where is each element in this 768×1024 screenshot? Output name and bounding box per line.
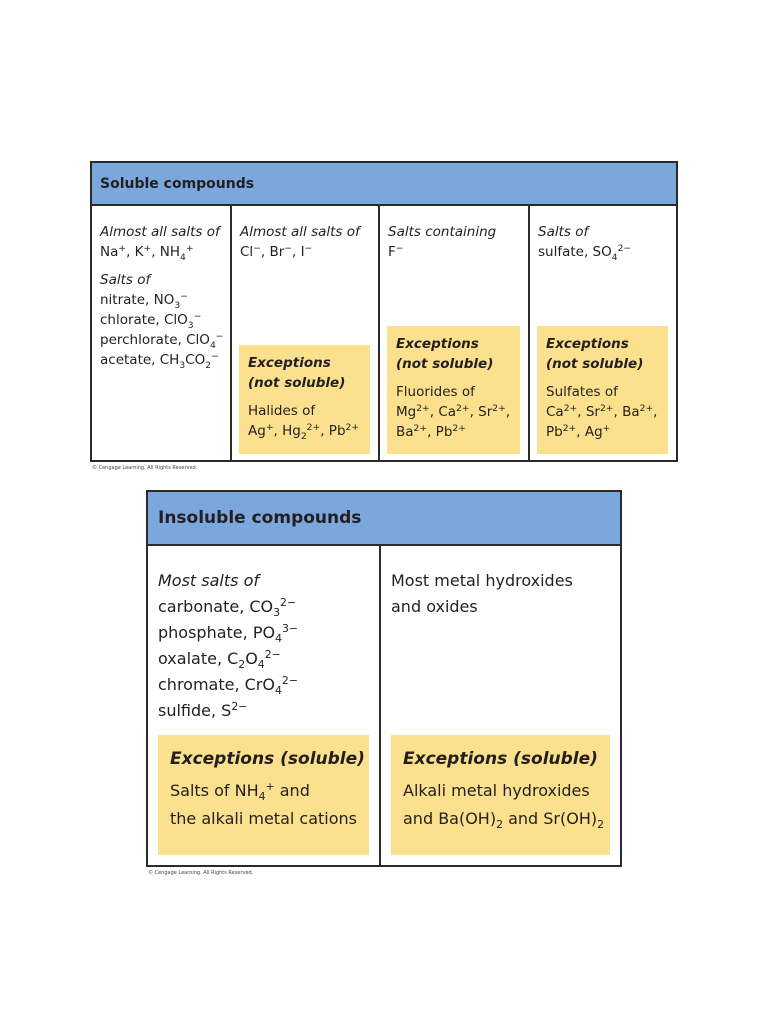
- insoluble-table-title: Insoluble compounds: [158, 508, 362, 528]
- insoluble-compounds-table: [146, 490, 622, 867]
- exceptions-text: Fluorides of: [396, 384, 475, 400]
- insoluble-table-header: [148, 492, 620, 546]
- exceptions-ions-2: $Pb^{2+}$, Ag+: [546, 422, 611, 440]
- col-text: Most metal hydroxides: [391, 571, 573, 590]
- exceptions-ions-2: $Ba^{2+}$, $Pb^{2+}$: [396, 422, 466, 440]
- soluble-col-sulfate: [530, 206, 676, 460]
- exceptions-title: Exceptions: [248, 355, 331, 371]
- ion-list: Na+, K+, $NH_4^+$: [100, 242, 194, 263]
- exceptions-subtitle: (not soluble): [546, 356, 644, 372]
- col-heading: Almost all salts of: [100, 224, 220, 240]
- ion-list: Cl−, Br−, I−: [240, 242, 313, 260]
- exceptions-box: [239, 345, 370, 454]
- soluble-col-halides: [232, 206, 380, 460]
- acetate-item: acetate, $CH_3CO_2^-$: [100, 350, 219, 371]
- copyright-notice-2: © Cengage Learning. All Rights Reserved.: [148, 870, 254, 876]
- exceptions-box: [537, 326, 668, 454]
- exceptions-title: Exceptions (soluble): [403, 749, 598, 769]
- ion-list: sulfate, $SO_4^{2-}$: [538, 242, 632, 263]
- ion-list: F−: [388, 242, 404, 260]
- col-heading-2: Salts of: [100, 272, 151, 288]
- exceptions-box: [387, 326, 520, 454]
- sulfide-item: sulfide, $S^{2-}$: [158, 699, 248, 720]
- chlorate-item: chlorate, ClO$_3$−: [100, 310, 202, 331]
- copyright-notice: © Cengage Learning. All Rights Reserved.: [92, 465, 198, 471]
- col-heading: Almost all salts of: [240, 224, 360, 240]
- exceptions-text-2: and $Ba(OH)_2$ and $Sr(OH)_2$: [403, 809, 605, 832]
- col-heading: Salts containing: [388, 224, 497, 240]
- exceptions-ions: $Ca^{2+}$, $Sr^{2+}$, $Ba^{2+}$,: [546, 402, 658, 420]
- soluble-table-title: Soluble compounds: [100, 175, 255, 192]
- oxalate-item: oxalate, $C_2O_4^{2-}$: [158, 647, 281, 672]
- soluble-table-columns: [92, 206, 676, 460]
- soluble-col-alkali-ammonium: [92, 206, 232, 460]
- col-heading: Salts of: [538, 224, 589, 240]
- soluble-col-fluoride: [380, 206, 530, 460]
- insoluble-col-salts: [148, 546, 381, 865]
- phosphate-item: phosphate, $PO_4^{3-}$: [158, 621, 299, 646]
- exceptions-text: Sulfates of: [546, 384, 618, 400]
- exceptions-title: Exceptions (soluble): [170, 749, 365, 769]
- perchlorate-item: perchlorate, ClO$_4$−: [100, 330, 224, 351]
- exceptions-ions: $Mg^{2+}$, $Ca^{2+}$, $Sr^{2+}$,: [396, 402, 511, 420]
- soluble-compounds-table: [90, 161, 678, 462]
- exceptions-box: [158, 735, 369, 855]
- soluble-table-header: [92, 163, 676, 206]
- exceptions-subtitle: (not soluble): [396, 356, 494, 372]
- exceptions-text: Alkali metal hydroxides: [403, 781, 590, 800]
- col-heading: Most salts of: [158, 571, 259, 590]
- insoluble-col-hydroxides: [381, 546, 620, 865]
- exceptions-ions: Ag+, $Hg_2^{2+}$, $Pb^{2+}$: [248, 421, 360, 442]
- exceptions-text: Halides of: [248, 403, 316, 419]
- exceptions-title: Exceptions: [396, 336, 479, 352]
- exceptions-box: [391, 735, 610, 855]
- nitrate-item: nitrate, $NO_3^-$: [100, 290, 188, 311]
- chromate-item: chromate, CrO$_4^{2-}$: [158, 673, 298, 698]
- insoluble-table-columns: [148, 546, 620, 865]
- carbonate-item: carbonate, $CO_3^{2-}$: [158, 595, 297, 620]
- col-text-2: and oxides: [391, 597, 478, 616]
- exceptions-subtitle: (not soluble): [248, 375, 346, 391]
- exceptions-text: Salts of $NH_4^+$ and: [170, 779, 310, 804]
- exceptions-text-2: the alkali metal cations: [170, 809, 357, 828]
- exceptions-title: Exceptions: [546, 336, 629, 352]
